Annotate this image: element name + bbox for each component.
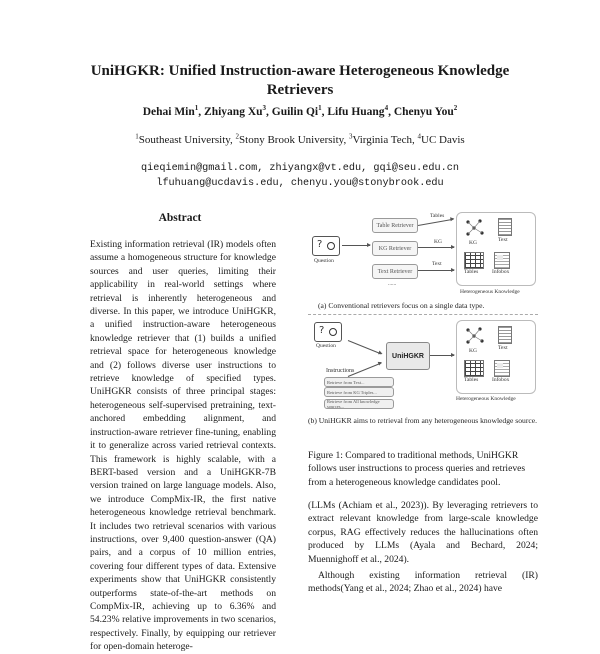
author-0: Dehai Min$^1$ bbox=[142, 104, 199, 118]
subcaption-b: (b) UniHGKR aims to retrieval from any heterogeneous knowledge source. bbox=[308, 416, 538, 425]
body-paragraph-2: Although existing information retrieval (IR) methods(Yang et al., 2024; Zhao et al., 2024) have bbox=[308, 570, 538, 595]
author-2: Guilin Qi$^1$ bbox=[271, 104, 322, 118]
figure-1b bbox=[308, 318, 538, 410]
abstract-text: Existing information retrieval (IR) models often assume a homogeneous structure for knowledge sources and user queries, limiting their applicability in real-world settings where retrieval is inherently heterogeneous and diverse. In this paper, we introduce UniHGKR, a unified instruction-aware heterogeneous knowledge retriever that (1) builds a unified retrieval space for heterogeneous knowledge and (2) follows diverse user instructions to retrieve knowledge of specified types. UniHGKR consists of three principal stages: heterogeneous self-supervised pretraining, text-anchored embedding alignment, and instruction-aware retriever fine-tuning, enabling it to generalize across varied retrieval contexts. This framework is highly scalable, with a BERT-based version and a UniHGKR-7B version trained on large language models. Also, we introduce CompMix-IR, the first native heterogeneous knowledge retrieval benchmark. It includes two retrieval scenarios with various instructions, over 9,400 question-answer (QA) pairs, and a corpus of 10 million entries, covering four different types of data. Extensive experiments show that UniHGKR consistently outperforms state-of-the-art methods on CompMix-IR, achieving up to 6.36% and 54.23% relative improvements in two scenarios, respectively. Finally, by equipping our retriever for open-domain heteroge- bbox=[90, 239, 276, 653]
instruction-2: Retrieve from KG Triples... bbox=[324, 387, 394, 397]
arrow-question-to-model bbox=[348, 340, 382, 354]
ellipsis: ...... bbox=[388, 281, 397, 287]
author-1: Zhiyang Xu$^3$ bbox=[204, 104, 267, 118]
unihgkr-model-box: UniHGKR bbox=[386, 342, 430, 370]
instructions-label: Instructions bbox=[326, 368, 355, 374]
instruction-1: Retrieve from Text... bbox=[324, 377, 394, 387]
arrow-text bbox=[418, 270, 454, 271]
abstract-body bbox=[90, 238, 276, 653]
author-4: Chenyu You$^2$ bbox=[393, 104, 458, 118]
source-kg-label-b: KG bbox=[469, 348, 477, 354]
arrow-model-to-knowledge bbox=[430, 355, 454, 356]
source-infobox-label: Infobox bbox=[492, 269, 510, 275]
emails-line-2: lfuhuang@ucdavis.edu, chenyu.you@stonybrook.edu bbox=[156, 178, 444, 189]
edge-label-text: Text bbox=[432, 261, 442, 267]
source-text-label-b: Text bbox=[498, 345, 508, 351]
source-text-label: Text bbox=[498, 237, 508, 243]
abstract-heading: Abstract bbox=[158, 212, 202, 224]
arrow-question-to-kg bbox=[342, 245, 370, 246]
question-label: Question bbox=[314, 258, 334, 264]
figure-1a bbox=[308, 208, 538, 308]
paper-title: UniHGKR: Unified Instruction-aware Heterogeneous Knowledge Retrievers bbox=[90, 63, 510, 98]
infobox-icon bbox=[494, 252, 510, 269]
author-line: Dehai Min$^1$, Zhiyang Xu$^3$, Guilin Qi$^1$, Lifu Huang$^4$, Chenyu You$^2$ bbox=[142, 104, 458, 118]
table-icon bbox=[464, 252, 484, 269]
knowledge-label-b: Heterogeneous Knowledge bbox=[456, 396, 516, 402]
source-tables-label-b: Tables bbox=[464, 377, 479, 383]
source-infobox-label-b: Infobox bbox=[492, 377, 510, 383]
figure-caption: Figure 1: Compared to traditional methods, UniHGKR follows user instructions to process queries and retrieves from a heterogeneous knowledge candidates pool. bbox=[308, 450, 526, 488]
edge-label-kg: KG bbox=[434, 239, 442, 245]
instruction-3: Retrieve from All knowledge sources... bbox=[324, 399, 394, 409]
infobox-icon-b bbox=[494, 360, 510, 377]
table-icon-b bbox=[464, 360, 484, 377]
kg-graph-icon bbox=[464, 218, 486, 238]
arrow-kg bbox=[418, 247, 454, 248]
kg-retriever-box: KG Retriever bbox=[372, 241, 418, 256]
kg-graph-icon-b bbox=[464, 326, 486, 346]
arrow-tables bbox=[418, 219, 454, 226]
source-kg-label: KG bbox=[469, 240, 477, 246]
text-doc-icon bbox=[498, 218, 512, 236]
source-tables-label: Tables bbox=[464, 269, 479, 275]
question-icon-b: ? bbox=[314, 322, 342, 342]
body-column-right bbox=[308, 499, 538, 600]
emails-line-1: qieqiemin@gmail.com, zhiyangx@vt.edu, gqi@seu.edu.cn bbox=[141, 163, 459, 174]
body-paragraph-1: (LLMs (Achiam et al., 2023)). By leveraging retrievers to extract relevant knowledge from large-scale knowledge corpus, RAG effectively reduces the hallucinations often produced by LLMs (Ayala and Bechard, 2024; Muennighoff et al., 2024). bbox=[308, 500, 538, 565]
divider bbox=[308, 314, 538, 315]
author-3: Lifu Huang$^4$ bbox=[327, 104, 389, 118]
affiliations: $^1$Southeast University, $^2$Stony Brook University, $^3$Virginia Tech, $^4$UC Davis bbox=[135, 132, 465, 146]
question-icon: ? bbox=[312, 236, 340, 256]
question-label-b: Question bbox=[316, 343, 336, 349]
text-doc-icon-b bbox=[498, 326, 512, 344]
subcaption-a: (a) Conventional retrievers focus on a single data type. bbox=[318, 301, 485, 310]
knowledge-label-a: Heterogeneous Knowledge bbox=[460, 289, 520, 295]
edge-label-tables: Tables bbox=[430, 213, 445, 219]
table-retriever-box: Table Retriever bbox=[372, 218, 418, 233]
text-retriever-box: Text Retriever bbox=[372, 264, 418, 279]
